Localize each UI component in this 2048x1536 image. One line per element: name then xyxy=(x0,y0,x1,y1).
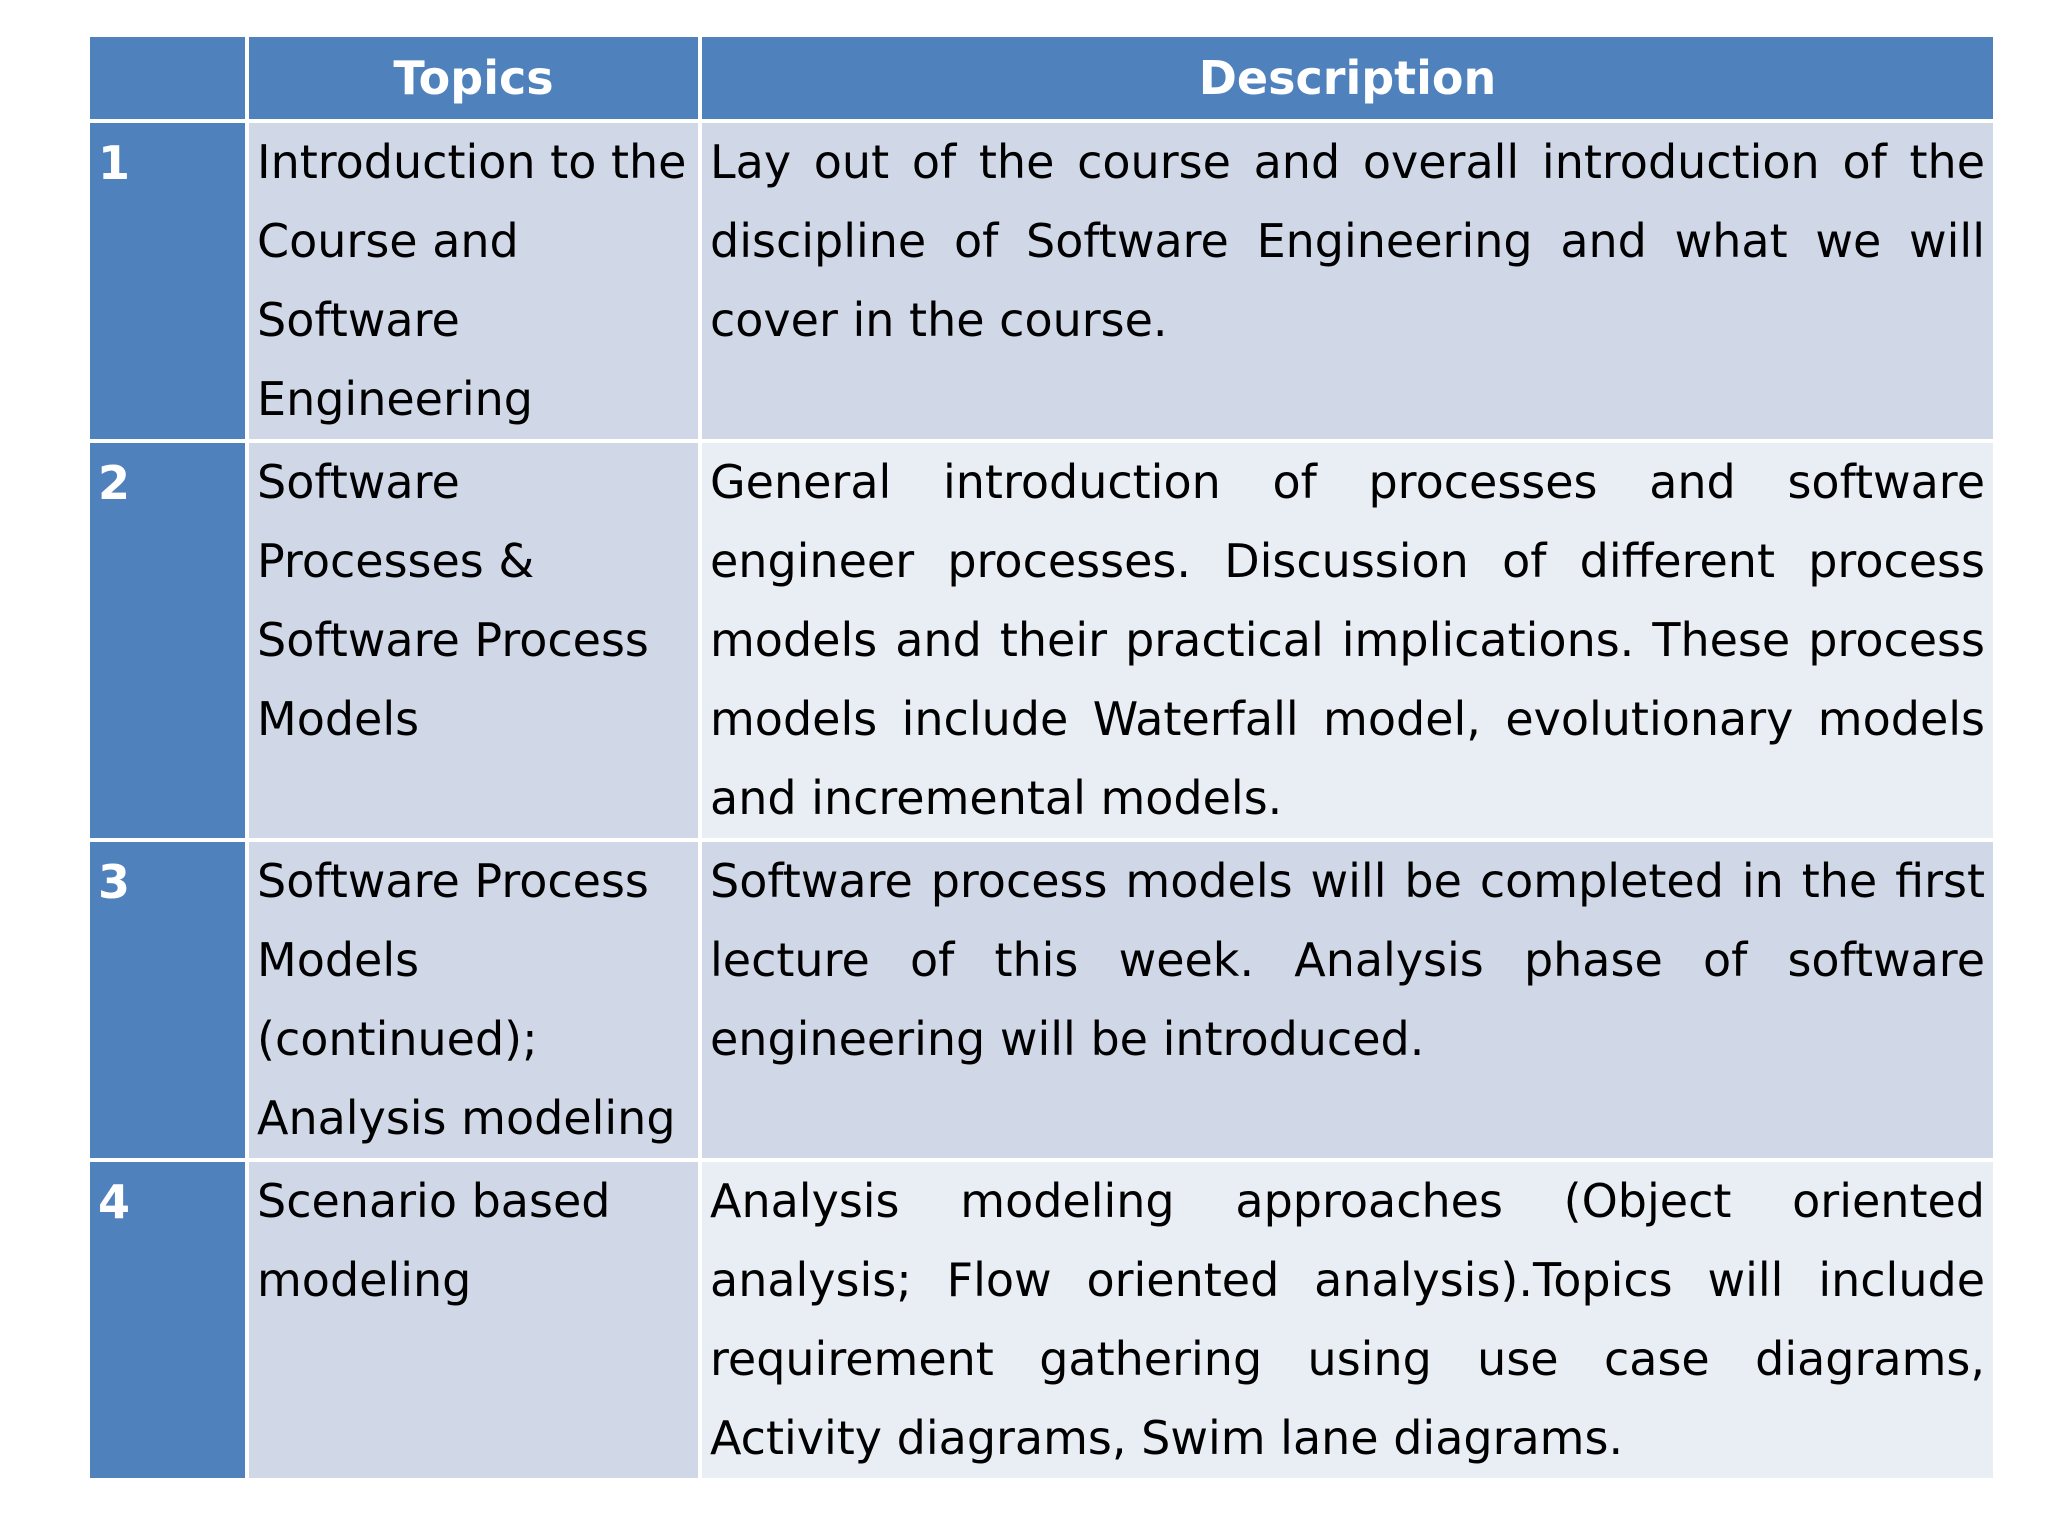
header-number xyxy=(88,35,247,121)
row-description: General introduction of processes and software engineer processes. Discussion of different process models and their practical implications. These process models include Waterfall model, evolutionary models and incremental models. xyxy=(700,441,1995,840)
course-topics-table xyxy=(86,33,1997,1482)
header-description: Description xyxy=(700,35,1995,121)
row-description: Analysis modeling approaches (Object oriented analysis; Flow oriented analysis).Topics will include requirement gathering using use case diagrams, Activity diagrams, Swim lane diagrams. xyxy=(700,1160,1995,1480)
row-description: Software process models will be completed in the first lecture of this week. Analysis phase of software engineering will be introduced. xyxy=(700,840,1995,1160)
row-number: 2 xyxy=(88,441,247,840)
row-number: 1 xyxy=(88,121,247,441)
table-row xyxy=(88,840,1995,1160)
row-topic: Scenario based modeling xyxy=(247,1160,700,1480)
row-description: Lay out of the course and overall introduction of the discipline of Software Engineering and what we will cover in the course. xyxy=(700,121,1995,441)
table-row xyxy=(88,121,1995,441)
table-row xyxy=(88,441,1995,840)
header-topics: Topics xyxy=(247,35,700,121)
table-header-row xyxy=(88,35,1995,121)
row-topic: Software Process Models (continued); Analysis modeling xyxy=(247,840,700,1160)
course-topics-table-container xyxy=(86,33,1993,1471)
row-number: 3 xyxy=(88,840,247,1160)
row-number: 4 xyxy=(88,1160,247,1480)
row-topic: Introduction to the Course and Software Engineering xyxy=(247,121,700,441)
table-row xyxy=(88,1160,1995,1480)
row-topic: Software Processes & Software Process Models xyxy=(247,441,700,840)
